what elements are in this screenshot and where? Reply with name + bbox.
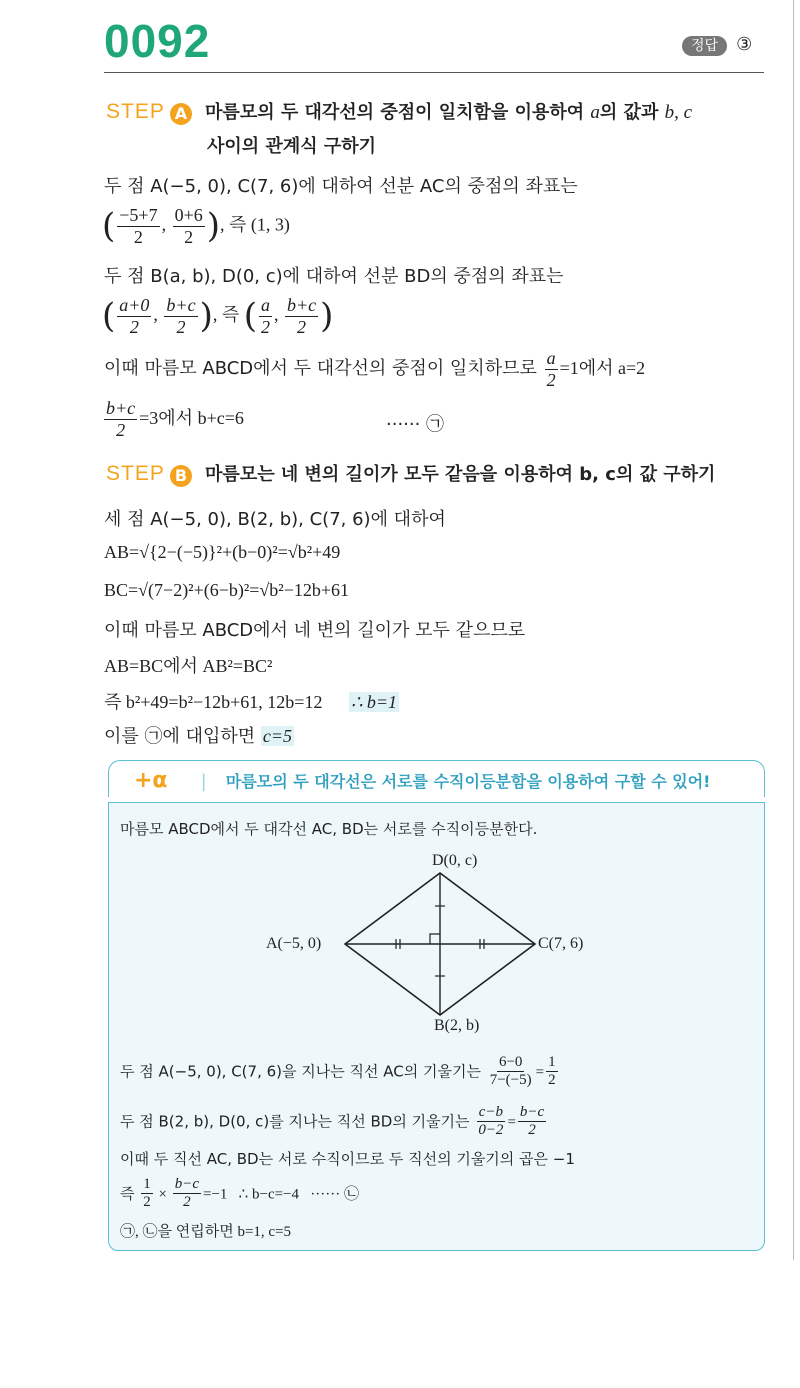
frac-num: b−c: [173, 1176, 201, 1194]
step-a-line5-tail: =1에서 a=2: [559, 358, 646, 379]
label-c: C(7, 6): [538, 935, 584, 952]
step-a-line4: ( $\frac{a+0}{2}$ , $\frac{b+c}{2}$ ), 즉 ( $\frac{a}{2}$ , $\frac{b+c}{2}$ ): [102, 295, 334, 337]
frac-num: b+c: [166, 295, 196, 315]
frac-den: 2: [143, 1194, 151, 1211]
tip-line2: 두 점 B(2, b), D(0, c)를 지나는 직선 BD의 기울기는 $\frac{c-b}{0-2}$ = $\frac{b-c}{2}$: [120, 1104, 545, 1139]
frac-den: 2: [176, 316, 186, 337]
step-a-title: 마름모의 두 대각선의 중점이 일치함을 이용하여: [205, 102, 591, 123]
step-b-line5: AB=BC에서 AB²=BC²: [104, 656, 273, 676]
step-a-title-line2: 사이의 관계식 구하기: [207, 136, 377, 157]
step-b-heading: [106, 460, 715, 487]
tip-line5: ㉠, ㉡을 연립하면 b=1, c=5: [120, 1224, 292, 1240]
frac-num: a+0: [119, 295, 150, 315]
step-a-tag: STEP: [106, 100, 165, 123]
step-b-result-c: c=5: [262, 726, 293, 746]
step-b-line2: AB=√{2−(−5)}²+(b−0)²=√b²+49: [104, 542, 341, 562]
step-a-line6-tail: =3에서 b+c=6: [139, 408, 244, 429]
tip-header: [134, 768, 710, 793]
page-edge-line: [793, 0, 794, 1260]
frac-den: 2: [133, 226, 143, 247]
tip-line4: [120, 1176, 359, 1212]
frac-num: a: [546, 348, 556, 368]
frac-num: 6−0: [497, 1054, 524, 1072]
frac-den: 2: [548, 1072, 556, 1089]
tip-title: 마름모의 두 대각선은 서로를 수직이등분함을 이용하여 구할 수 있어!: [225, 772, 711, 791]
frac-den: 2: [297, 316, 307, 337]
step-b-letter: B: [170, 465, 192, 487]
step-b-result-b: ∴ b=1: [350, 692, 398, 712]
frac-den: 2: [528, 1122, 536, 1139]
problem-number: 0092: [104, 15, 211, 67]
frac-num: a: [260, 295, 270, 315]
step-a-line6: [102, 398, 244, 440]
label-b: B(2, b): [434, 1017, 480, 1034]
tip-line3: 이때 두 직선 AC, BD는 서로 수직이므로 두 직선의 기울기의 곱은 −1: [120, 1150, 575, 1168]
step-a-line2: ( $\frac{-5+7}{2}$ , $\frac{0+6}{2}$ ), 즉 (1, 3): [102, 205, 290, 247]
step-a-line5: [104, 348, 645, 390]
frac-num: b−c: [518, 1104, 546, 1122]
frac-num: 0+6: [174, 205, 203, 225]
tip-line4-tail: =−1 ∴ b−c=−4 ······ ㉡: [203, 1186, 359, 1203]
right-angle-mark: [430, 934, 440, 944]
step-b-line4: 이때 마름모 ABCD에서 네 변의 길이가 모두 같으므로: [104, 620, 526, 641]
header-rule: [104, 72, 764, 73]
frac-den: 2: [183, 1194, 191, 1211]
frac-num: 1: [546, 1054, 558, 1072]
step-b-line6: [104, 688, 399, 714]
step-a-line6-mark: ······ ㉠: [386, 414, 445, 435]
tip-line4-pre: 즉: [120, 1184, 140, 1203]
label-a: A(−5, 0): [266, 935, 322, 952]
answer-area: [682, 34, 752, 55]
step-a-line5-pre: 이때 마름모 ABCD에서 두 대각선의 중점이 일치하므로: [104, 358, 543, 380]
step-b-tag: STEP: [106, 462, 165, 485]
step-a-title-var-bc: b, c: [664, 102, 693, 123]
step-b-line6-eq: 즉 b²+49=b²−12b+61, 12b=12: [104, 692, 323, 712]
frac-den: 0−2: [478, 1122, 504, 1139]
frac-num: b+c: [106, 398, 136, 418]
answer-value: ③: [736, 34, 753, 55]
step-a-title-mid: 의 값과: [599, 102, 665, 123]
frac-num: 1: [141, 1176, 153, 1194]
plus-alpha-icon: +α: [134, 768, 168, 793]
step-b-title: 마름모는 네 변의 길이가 모두 같음을 이용하여 b, c의 값 구하기: [205, 464, 716, 485]
step-b-line1: 세 점 A(−5, 0), B(2, b), C(7, 6)에 대하여: [104, 509, 446, 530]
tip-line1: 두 점 A(−5, 0), C(7, 6)을 지나는 직선 AC의 기울기는 $\frac{6-0}{7-(-5)}$ = $\frac{1}{2}$: [120, 1054, 556, 1089]
step-a-line4-mid: , 즉: [212, 304, 240, 325]
frac-den: 7−(−5): [489, 1072, 532, 1089]
step-a-letter: A: [170, 103, 192, 125]
tip-intro: 마름모 ABCD에서 두 대각선 AC, BD는 서로를 수직이등분한다.: [120, 820, 538, 838]
frac-den: 2: [116, 419, 126, 440]
step-a-heading: [106, 98, 692, 125]
step-b-line7-pre: 이를 ㉠에 대입하면: [104, 726, 261, 747]
step-a-line1: 두 점 A(−5, 0), C(7, 6)에 대하여 선분 AC의 중점의 좌표는: [104, 176, 578, 197]
frac-num: b+c: [286, 295, 317, 315]
tip-divider: |: [200, 771, 207, 792]
answer-badge: 정답: [682, 36, 727, 56]
frac-den: 2: [129, 316, 139, 337]
tip-line1-pre: 두 점 A(−5, 0), C(7, 6)을 지나는 직선 AC의 기울기는: [120, 1062, 486, 1081]
frac-num: −5+7: [119, 205, 158, 225]
tip-line2-pre: 두 점 B(2, b), D(0, c)를 지나는 직선 BD의 기울기는: [120, 1112, 475, 1131]
times-sign: ×: [154, 1186, 171, 1203]
frac-den: 2: [260, 316, 270, 337]
frac-den: 2: [546, 369, 556, 390]
frac-den: 2: [184, 226, 194, 247]
label-d: D(0, c): [432, 852, 478, 869]
frac-num: c−b: [477, 1104, 505, 1122]
step-a-title-var-a: a: [590, 102, 600, 123]
step-a-line3: 두 점 B(a, b), D(0, c)에 대하여 선분 BD의 중점의 좌표는: [104, 266, 564, 287]
step-b-line7: [104, 722, 294, 748]
step-a-line2-tail: , 즉 (1, 3): [220, 214, 290, 235]
step-b-line3: BC=√(7−2)²+(6−b)²=√b²−12b+61: [104, 580, 349, 600]
